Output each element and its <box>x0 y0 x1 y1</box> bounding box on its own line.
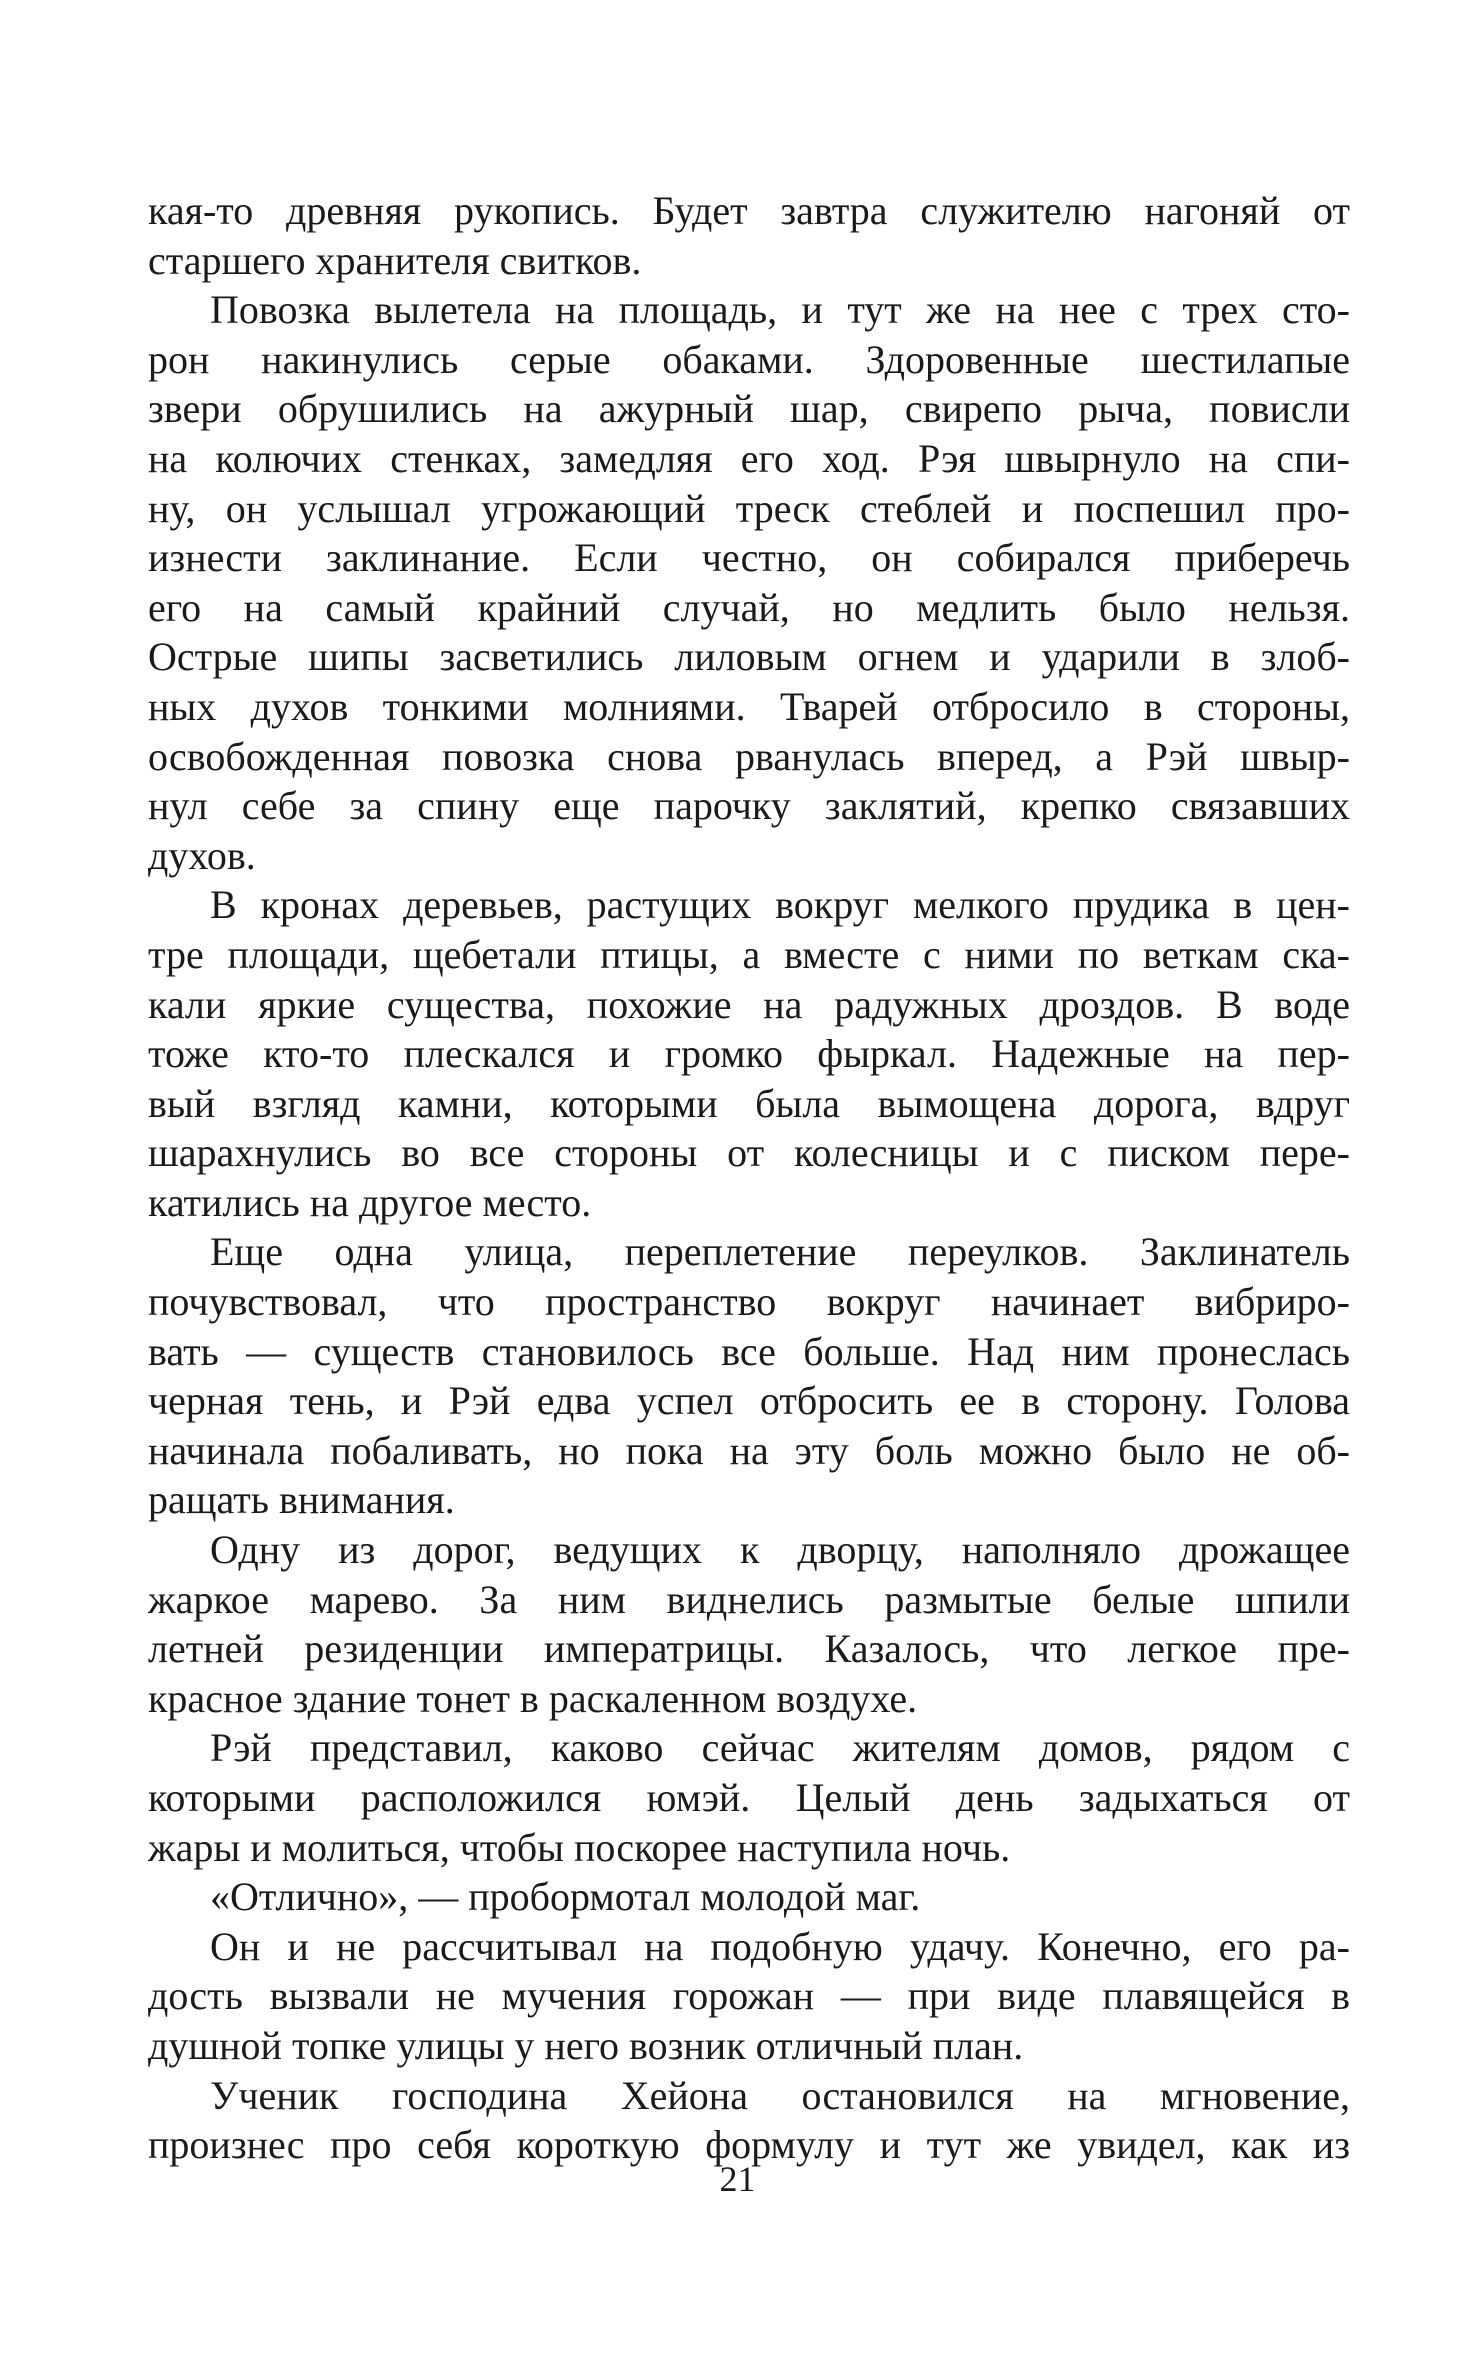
text-line: ращать внимания. <box>148 1477 455 1523</box>
text-line: Острые шипы засветились лиловым огнем и ударили в злоб- <box>148 634 1350 680</box>
text-line: вый взгляд камни, которыми была вымощена дорога, вдруг <box>148 1080 1350 1126</box>
paragraph <box>148 880 1350 1227</box>
paragraph <box>148 2071 1350 2170</box>
paragraph <box>148 1922 1350 2071</box>
text-line: Еще одна улица, переплетение переулков. Заклинатель <box>210 1229 1350 1275</box>
text-line: жары и молиться, чтобы поскорее наступила ночь. <box>148 1824 1011 1870</box>
text-line: почувствовал, что пространство вокруг начинает вибриро- <box>148 1279 1350 1325</box>
text-line: летней резиденции императрицы. Казалось, что легкое пре- <box>148 1626 1350 1672</box>
text-line: тре площади, щебетали птицы, а вместе с ними по веткам ска- <box>148 931 1350 977</box>
text-line: старшего хранителя свитков. <box>148 237 642 283</box>
text-line: Повозка вылетела на площадь, и тут же на нее с трех сто- <box>210 287 1350 333</box>
text-line: начинала побаливать, но пока на эту боль можно было не об- <box>148 1427 1350 1473</box>
paragraph <box>148 1723 1350 1872</box>
paragraph <box>148 1872 1350 1922</box>
text-line: изнести заклинание. Если честно, он собирался приберечь <box>148 535 1350 581</box>
text-line: душной топке улицы у него возник отличный план. <box>148 2022 1024 2068</box>
text-line: Рэй представил, каково сейчас жителям домов, рядом с <box>210 1725 1350 1771</box>
text-line: вать — существ становилось все больше. Над ним пронеслась <box>148 1328 1350 1374</box>
text-line: тоже кто-то плескался и громко фыркал. Надежные на пер- <box>148 1031 1350 1077</box>
text-line: кая-то древняя рукопись. Будет завтра служителю нагоняй от <box>148 188 1350 233</box>
text-line: «Отлично», — пробормотал молодой маг. <box>210 1874 921 1920</box>
text-line: шарахнулись во все стороны от колесницы и с писком пере- <box>148 1130 1350 1176</box>
text-line: катились на другое место. <box>148 1179 592 1225</box>
paragraph <box>148 285 1350 880</box>
body-text <box>148 186 1350 2170</box>
paragraph <box>148 1525 1350 1723</box>
text-line: ных духов тонкими молниями. Тварей отбросило в стороны, <box>148 683 1350 729</box>
text-line: Ученик господина Хейона остановился на мгновение, <box>210 2072 1350 2118</box>
text-line: духов. <box>148 832 256 878</box>
text-line: В кронах деревьев, растущих вокруг мелкого прудика в цен- <box>210 882 1350 928</box>
text-line: Одну из дорог, ведущих к дворцу, наполняло дрожащее <box>210 1527 1350 1573</box>
text-line: освобожденная повозка снова рванулась вперед, а Рэй швыр- <box>148 733 1350 779</box>
text-line: произнес про себя короткую формулу и тут же увидел, как из <box>148 2122 1350 2168</box>
text-line: его на самый крайний случай, но медлить было нельзя. <box>148 584 1350 630</box>
text-line: жаркое марево. За ним виднелись размытые белые шпили <box>148 1576 1350 1622</box>
page-number: 21 <box>719 2159 756 2199</box>
text-line: черная тень, и Рэй едва успел отбросить ее в сторону. Голова <box>148 1378 1350 1424</box>
text-line: рон накинулись серые обаками. Здоровенные шестилапые <box>148 336 1350 382</box>
text-line: которыми расположился юмэй. Целый день задыхаться от <box>148 1775 1350 1820</box>
text-line: нул себе за спину еще парочку заклятий, крепко связавших <box>148 783 1350 829</box>
text-line: кали яркие существа, похожие на радужных дроздов. В воде <box>148 981 1350 1027</box>
paragraph <box>148 186 1350 285</box>
paragraph <box>148 1227 1350 1525</box>
text-line: дость вызвали не мучения горожан — при виде плавящейся в <box>148 1973 1350 2019</box>
text-line: красное здание тонет в раскаленном воздухе. <box>148 1675 918 1721</box>
text-line: на колючих стенках, замедляя его ход. Рэя швырнуло на спи- <box>148 435 1350 481</box>
text-line: звери обрушились на ажурный шар, свирепо рыча, повисли <box>148 386 1350 432</box>
text-line: ну, он услышал угрожающий треск стеблей и поспешил про- <box>148 485 1350 531</box>
text-line: Он и не рассчитывал на подобную удачу. Конечно, его ра- <box>210 1923 1350 1969</box>
